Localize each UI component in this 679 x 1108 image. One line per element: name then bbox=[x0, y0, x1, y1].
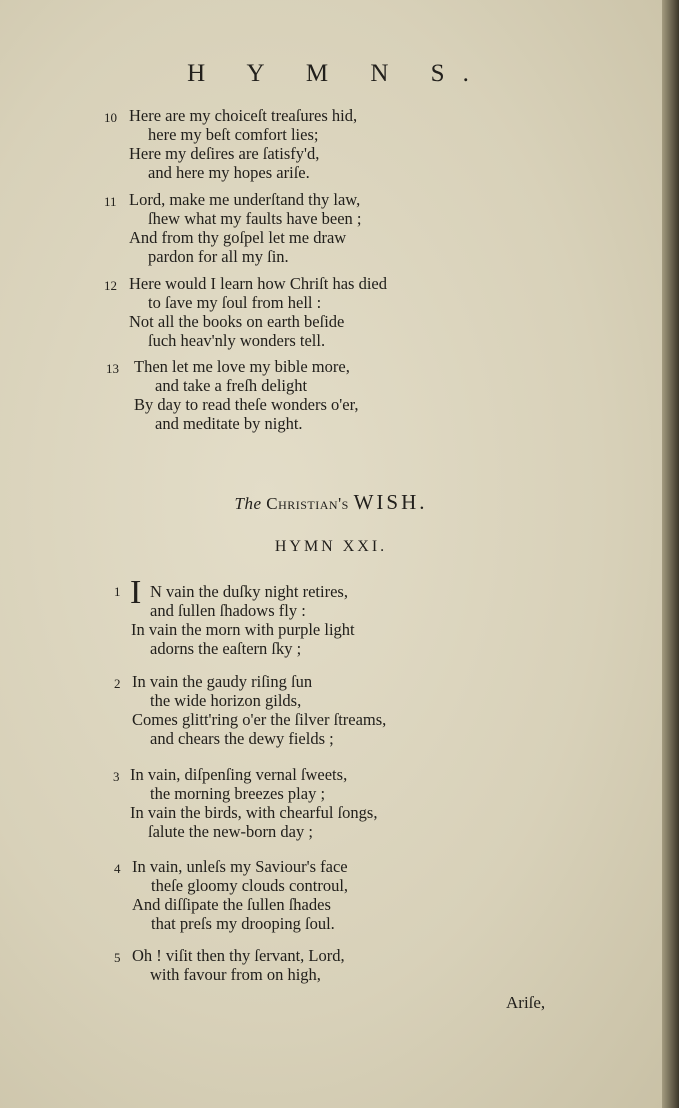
verse-line: In vain the birds, with chearful ſongs, bbox=[130, 803, 378, 822]
verse-line: and meditate by night. bbox=[155, 414, 303, 433]
catchword: Ariſe, bbox=[506, 993, 546, 1012]
verse-line: and chears the dewy fields ; bbox=[150, 729, 334, 748]
stanza-number: 10 bbox=[104, 110, 117, 125]
verse-line: ſalute the new-born day ; bbox=[148, 822, 313, 841]
running-head: H Y M N S. bbox=[187, 60, 487, 87]
section-title bbox=[0, 490, 662, 515]
section-title-big: WISH. bbox=[353, 490, 428, 514]
verse-line: Lord, make me underſtand thy law, bbox=[129, 190, 361, 209]
verse-line: pardon for all my ſin. bbox=[148, 247, 289, 266]
verse-line: and take a freſh delight bbox=[155, 376, 308, 395]
verse-line: theſe gloomy clouds controul, bbox=[151, 876, 349, 895]
section-title-smallcaps: Christian's bbox=[266, 494, 349, 513]
verse-line: that preſs my drooping ſoul. bbox=[151, 914, 335, 933]
stanza-number: 4 bbox=[114, 861, 121, 876]
verse-line: ſhew what my faults have been ; bbox=[148, 209, 362, 228]
verse-line: the morning breezes play ; bbox=[150, 784, 326, 803]
stanza-number: 12 bbox=[104, 278, 117, 293]
verse-line: In vain the morn with purple light bbox=[131, 620, 355, 639]
verse-line: N vain the duſky night retires, bbox=[150, 582, 348, 601]
stanza-number: 5 bbox=[114, 950, 121, 965]
drop-cap-letter: I bbox=[130, 574, 142, 611]
section-title-prefix: The bbox=[234, 494, 262, 513]
stanza-number: 1 bbox=[114, 584, 121, 599]
verse-line: By day to read theſe wonders o'er, bbox=[134, 395, 359, 414]
verse-line: Here my deſires are ſatisfy'd, bbox=[129, 144, 320, 163]
verse-line: Here are my choiceſt treaſures hid, bbox=[129, 106, 358, 125]
verse-line: In vain, unleſs my Saviour's face bbox=[132, 857, 348, 876]
verse-line: and ſullen ſhadows fly : bbox=[150, 601, 306, 620]
verse-line: Comes glitt'ring o'er the ſilver ſtreams, bbox=[132, 710, 387, 729]
verse-line: And from thy goſpel let me draw bbox=[129, 228, 347, 247]
verse-line: In vain the gaudy riſing ſun bbox=[132, 672, 313, 691]
verse-line: Oh ! viſit then thy ſervant, Lord, bbox=[132, 946, 345, 965]
page-gutter-shadow bbox=[662, 0, 679, 1108]
verse-line: adorns the eaſtern ſky ; bbox=[150, 639, 302, 658]
verse-line: ſuch heav'nly wonders tell. bbox=[148, 331, 326, 350]
verse-line: with favour from on high, bbox=[150, 965, 321, 984]
stanza-number: 2 bbox=[114, 676, 121, 691]
verse-line: and here my hopes ariſe. bbox=[148, 163, 310, 182]
verse-line: here my beſt comfort lies; bbox=[148, 125, 319, 144]
verse-line: to ſave my ſoul from hell : bbox=[148, 293, 322, 312]
verse-line: Here would I learn how Chriſt has died bbox=[129, 274, 387, 293]
stanza-number: 11 bbox=[104, 194, 117, 209]
stanza-number: 3 bbox=[113, 769, 120, 784]
verse-line: the wide horizon gilds, bbox=[150, 691, 302, 710]
verse-line: Then let me love my bible more, bbox=[134, 357, 350, 376]
verse-line: Not all the books on earth beſide bbox=[129, 312, 345, 331]
hymn-heading: HYMN XXI. bbox=[274, 538, 388, 555]
verse-line: And diſſipate the ſullen ſhades bbox=[132, 895, 331, 914]
verse-line: In vain, diſpenſing vernal ſweets, bbox=[130, 765, 348, 784]
stanza-number: 13 bbox=[106, 361, 119, 376]
